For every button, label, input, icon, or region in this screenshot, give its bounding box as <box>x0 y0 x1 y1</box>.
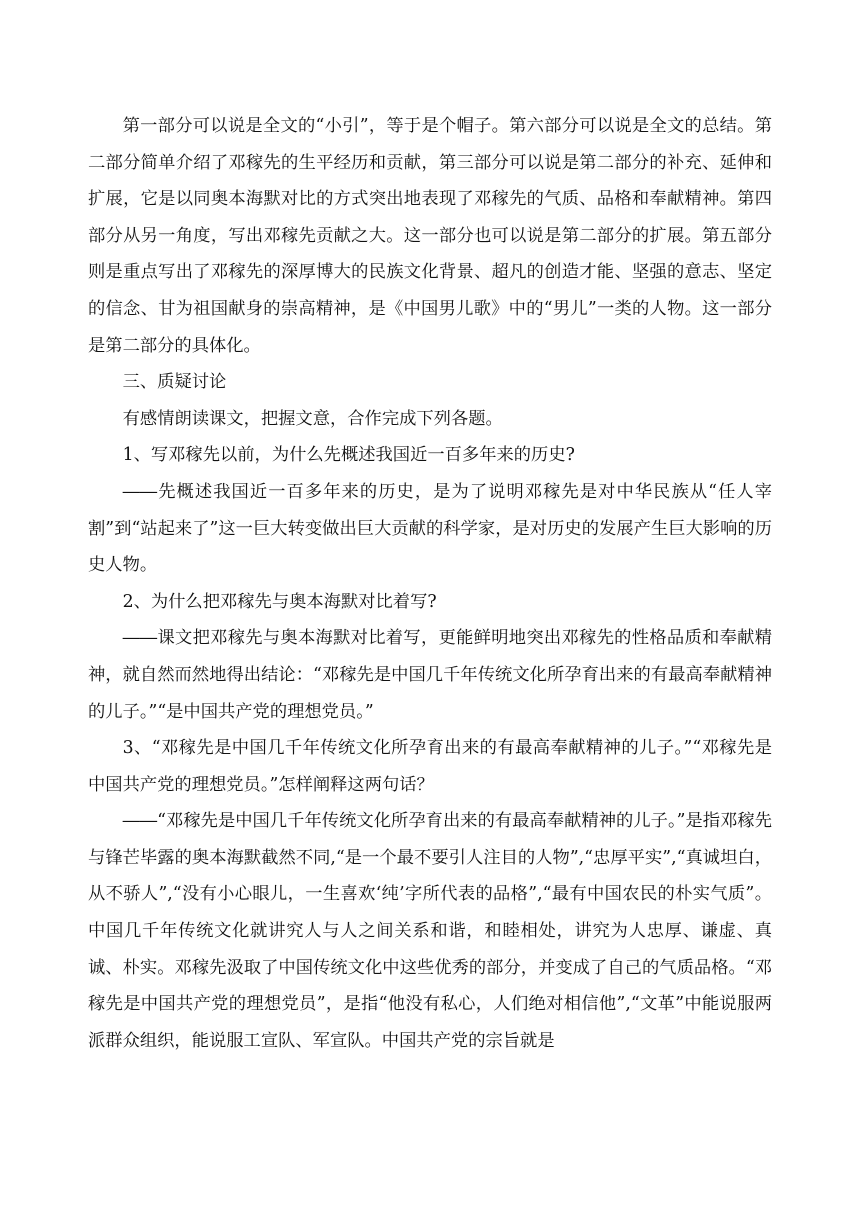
question-1: 1、写邓稼先以前，为什么先概述我国近一百多年来的历史? <box>122 445 575 466</box>
question-2: 2、为什么把邓稼先与奥本海默对比着写? <box>122 591 437 612</box>
answer-3: ――“邓稼先是中国几千年传统文化所孕育出来的有最高奉献精神的儿子。”是指邓稼先与锋芒毕露的奥本海默截然不同,“是一个最不要引人注目的人物”,“忠厚平实”,“真诚坦白，从不骄人”,“没有小心眼儿，一生喜欢‘纯’字所代表的品格”,“最有中国农民的朴实气质”。中国几千年传统文化就讲究人与人之间关系和谐，和睦相处，讲究为人忠厚、谦虚、真诚、朴实。邓稼先汲取了中国传统文化中这些优秀的部分，并变成了自己的气质品格。“邓稼先是中国共产党的理想党员”，是指“他没有私心，人们绝对相信他”,“文革”中能说服两派群众组织，能说服工宣队、军宣队。中国共产党的宗旨就是 <box>88 811 772 1051</box>
answer-2: ――课文把邓稼先与奥本海默对比着写，更能鲜明地突出邓稼先的性格品质和奉献精神，就自然而然地得出结论：“邓稼先是中国几千年传统文化所孕育出来的有最高奉献精神的儿子。”“是中国共产党的理想党员。” <box>88 628 772 722</box>
question-3: 3、“邓稼先是中国几千年传统文化所孕育出来的有最高奉献精神的儿子。”“邓稼先是中国共产党的理想党员。”怎样阐释这两句话？ <box>88 738 772 795</box>
document-page <box>88 108 772 1059</box>
paragraph-parts-summary: 第一部分可以说是全文的“小引”，等于是个帽子。第六部分可以说是全文的总结。第二部分简单介绍了邓稼先的生平经历和贡献，第三部分可以说是第二部分的补充、延伸和扩展，它是以同奥本海默对比的方式突出地表现了邓稼先的气质、品格和奉献精神。第四部分从另一角度，写出邓稼先贡献之大。这一部分也可以说是第二部分的扩展。第五部分则是重点写出了邓稼先的深厚博大的民族文化背景、超凡的创造才能、坚强的意志、坚定的信念、甘为祖国献身的崇高精神，是《中国男儿歌》中的“男儿”一类的人物。这一部分是第二部分的具体化。 <box>88 116 772 356</box>
answer-1: ――先概述我国近一百多年来的历史，是为了说明邓稼先是对中华民族从“任人宰割”到“站起来了”这一巨大转变做出巨大贡献的科学家，是对历史的发展产生巨大影响的历史人物。 <box>88 481 772 576</box>
paragraph-instruction: 有感情朗读课文，把握文意，合作完成下列各题。 <box>122 408 503 429</box>
section-heading-discussion: 三、质疑讨论 <box>122 372 227 393</box>
